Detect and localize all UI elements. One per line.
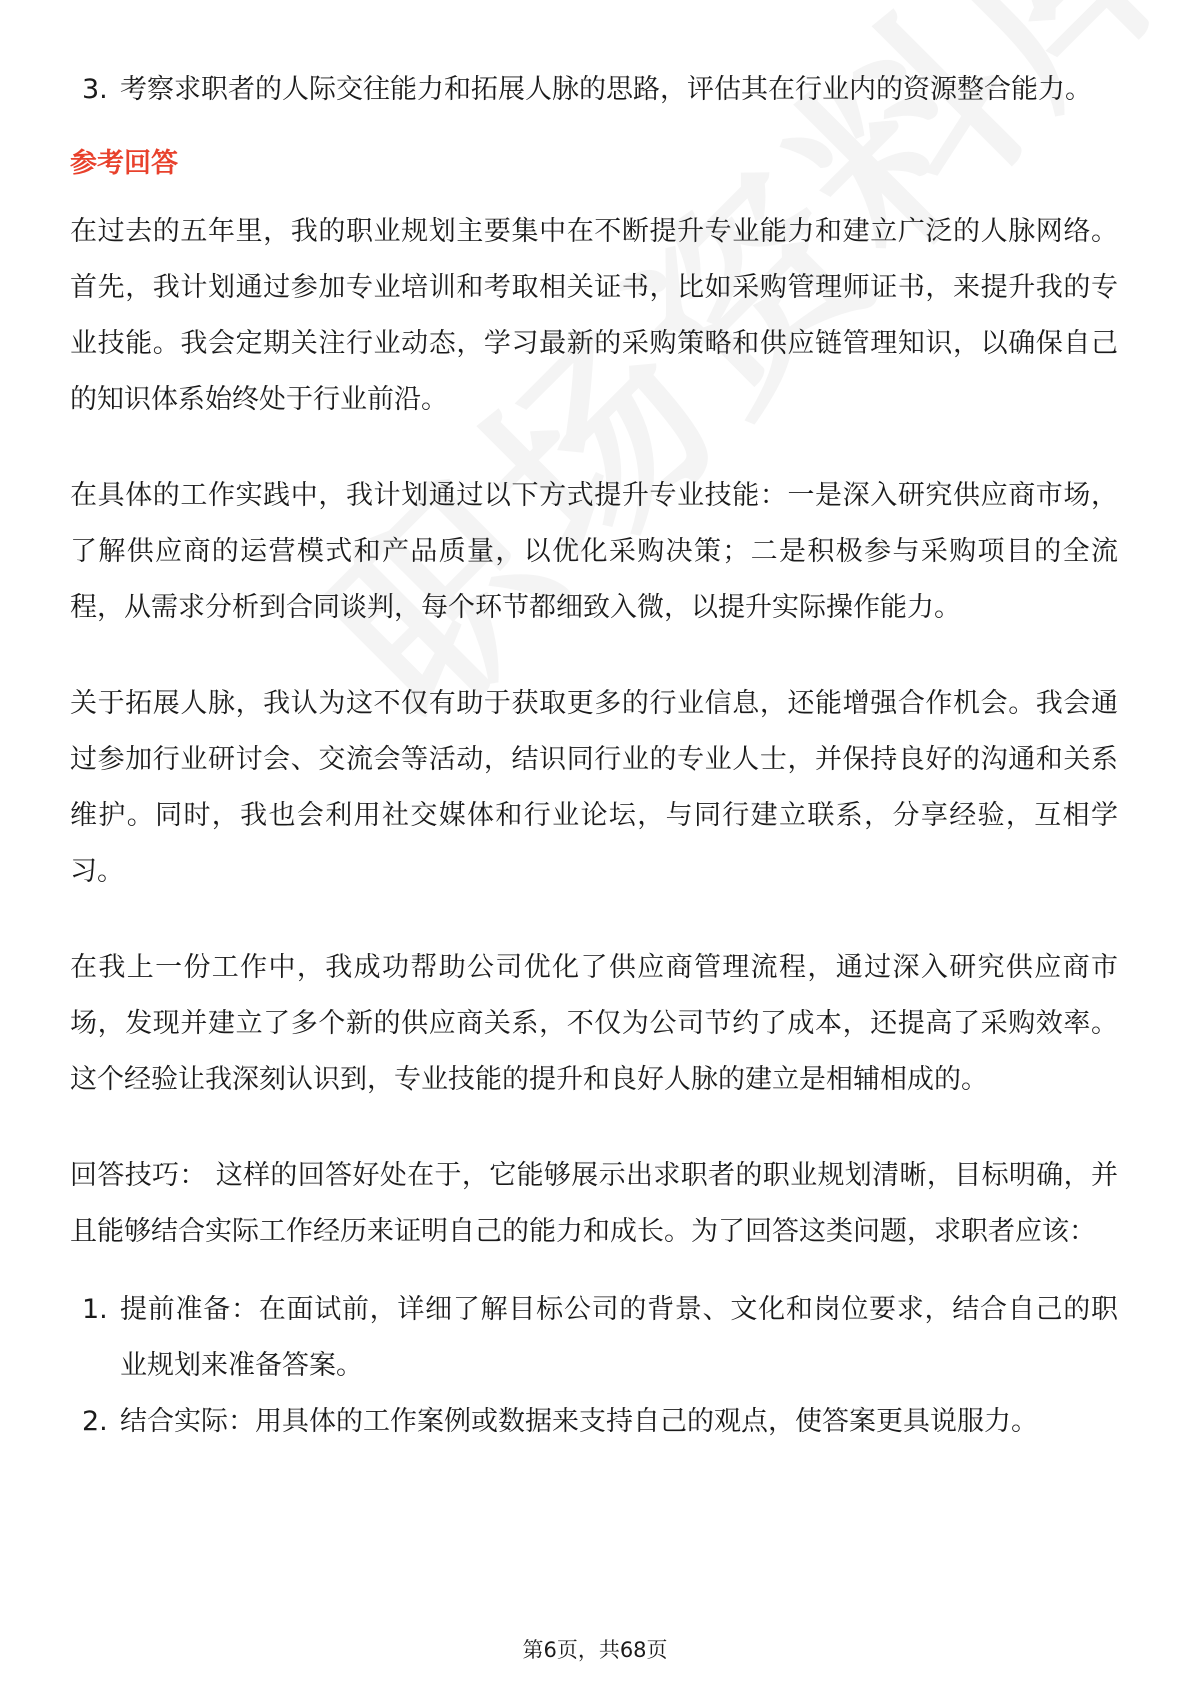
page-footer: 第6页，共68页 <box>522 1638 668 1662</box>
list-text: 结合实际：用具体的工作案例或数据来支持自己的观点，使答案更具说服力。 <box>120 1406 1038 1437</box>
paragraph-1: 在过去的五年里，我的职业规划主要集中在不断提升专业能力和建立广泛的人脉网络。首先，我计划通过参加专业培训和考取相关证书，比如采购管理师证书，来提升我的专业技能。我会定期关注行业动态，学习最新的采购策略和供应链管理知识，以确保自己的知识体系始终处于行业前沿。 <box>70 216 1118 415</box>
section-heading: 参考回答 <box>70 148 178 179</box>
tip-item-2 <box>70 1394 1118 1450</box>
tip-item-1 <box>70 1282 1118 1394</box>
list-item-3 <box>70 62 1118 118</box>
list-number: 2. <box>82 1406 108 1437</box>
list-number: 3. <box>82 74 108 105</box>
list-text: 提前准备：在面试前，详细了解目标公司的背景、文化和岗位要求，结合自己的职业规划来准备答案。 <box>120 1294 1118 1381</box>
list-text: 考察求职者的人际交往能力和拓展人脉的思路，评估其在行业内的资源整合能力。 <box>120 74 1092 105</box>
list-number: 1. <box>82 1294 108 1325</box>
document-page <box>70 62 1118 1450</box>
paragraph-3: 关于拓展人脉，我认为这不仅有助于获取更多的行业信息，还能增强合作机会。我会通过参加行业研讨会、交流会等活动，结识同行业的专业人士，并保持良好的沟通和关系维护。同时，我也会利用社交媒体和行业论坛，与同行建立联系，分享经验，互相学习。 <box>70 688 1118 887</box>
paragraph-tips-intro: 回答技巧： 这样的回答好处在于，它能够展示出求职者的职业规划清晰，目标明确，并且能够结合实际工作经历来证明自己的能力和成长。为了回答这类问题，求职者应该： <box>70 1160 1118 1247</box>
paragraph-4: 在我上一份工作中，我成功帮助公司优化了供应商管理流程，通过深入研究供应商市场，发现并建立了多个新的供应商关系，不仅为公司节约了成本，还提高了采购效率。这个经验让我深刻认识到，专业技能的提升和良好人脉的建立是相辅相成的。 <box>70 952 1118 1095</box>
paragraph-2: 在具体的工作实践中，我计划通过以下方式提升专业技能：一是深入研究供应商市场，了解供应商的运营模式和产品质量，以优化采购决策；二是积极参与采购项目的全流程，从需求分析到合同谈判，每个环节都细致入微，以提升实际操作能力。 <box>70 480 1118 623</box>
